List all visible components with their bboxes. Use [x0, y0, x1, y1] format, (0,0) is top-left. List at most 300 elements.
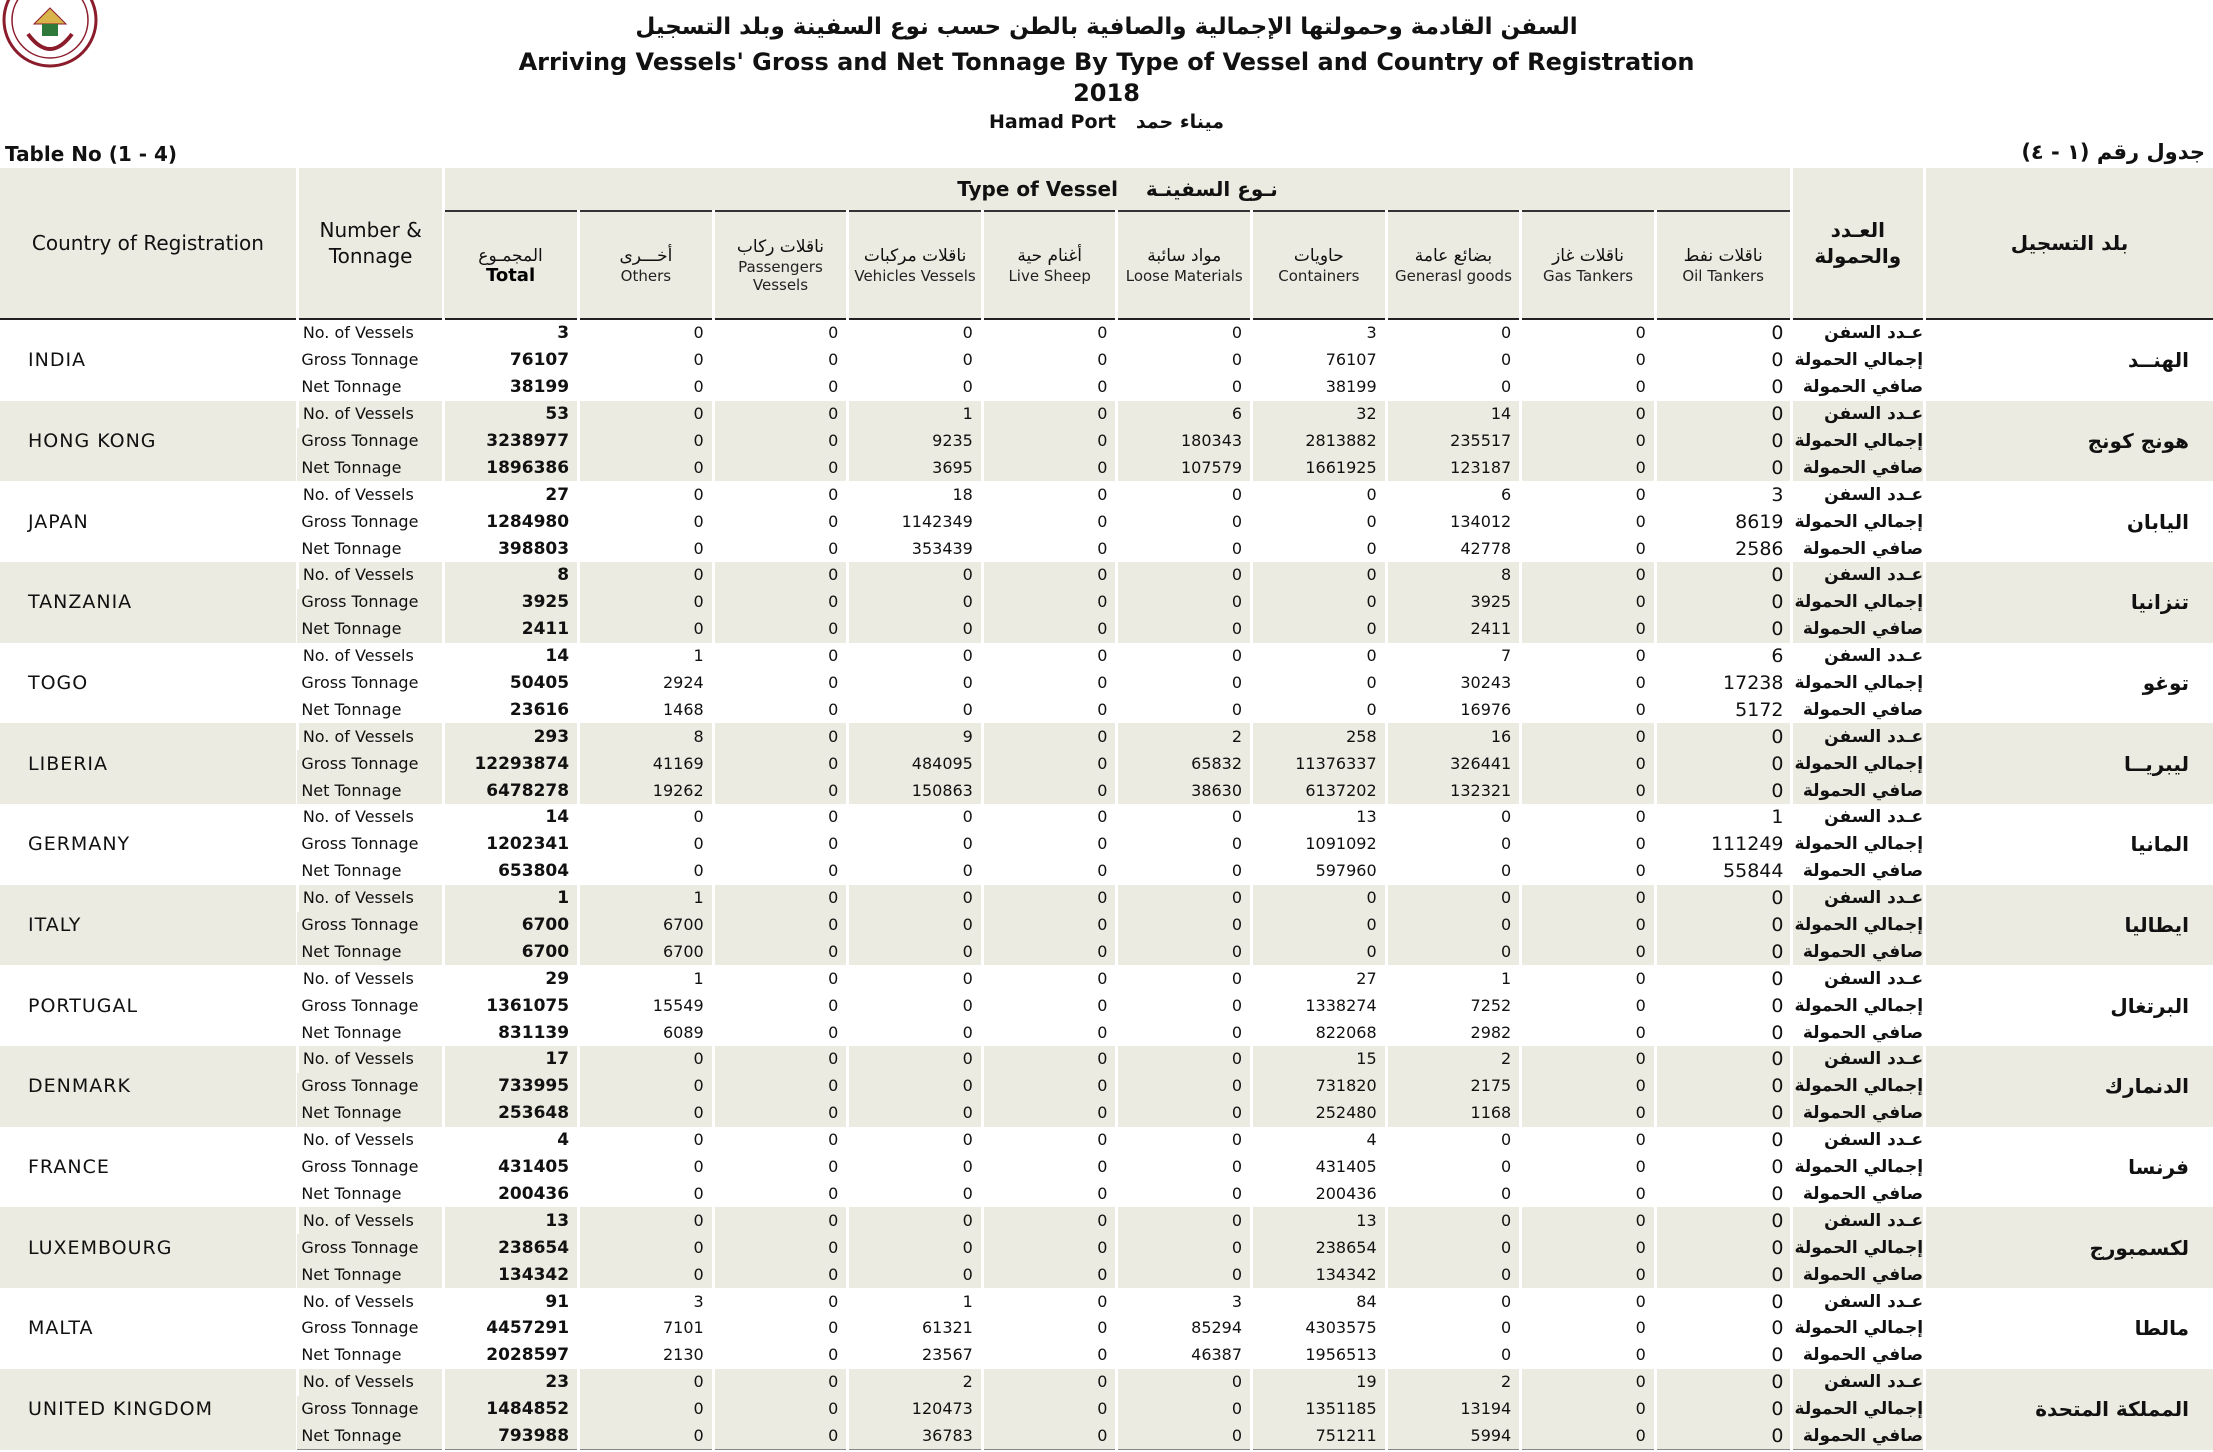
row-label-ar: عـدد السفن [1791, 1207, 1925, 1234]
value-cell: 0 [1521, 1342, 1656, 1369]
value-cell: 0 [848, 562, 983, 589]
value-cell: 0 [579, 1423, 714, 1450]
total-cell: 1 [444, 885, 579, 912]
row-label-en: Gross Tonnage [297, 1396, 444, 1423]
value-cell: 0 [579, 319, 714, 347]
row-label-en: Net Tonnage [297, 1261, 444, 1288]
table-row [0, 1288, 2213, 1315]
value-cell: 0 [982, 777, 1117, 804]
value-cell: 0 [982, 562, 1117, 589]
value-cell: 0 [713, 723, 848, 750]
value-cell: 0 [713, 858, 848, 885]
value-cell: 0 [848, 1073, 983, 1100]
table-row [0, 938, 2213, 965]
table-row [0, 858, 2213, 885]
total-cell: 200436 [444, 1181, 579, 1208]
value-cell: 0 [1521, 562, 1656, 589]
value-cell: 0 [982, 616, 1117, 643]
value-cell: 0 [982, 1342, 1117, 1369]
total-cell: 91 [444, 1288, 579, 1315]
row-label-ar: إجمالي الحمولة [1791, 992, 1925, 1019]
value-cell: 0 [848, 319, 983, 347]
value-cell: 0 [1252, 508, 1387, 535]
table-row [0, 885, 2213, 912]
value-cell: 0 [1521, 1154, 1656, 1181]
header-oil-ar: ناقلات نفط [1683, 246, 1763, 266]
total-cell: 17 [444, 1046, 579, 1073]
value-cell: 0 [848, 616, 983, 643]
row-label-en: Net Tonnage [297, 938, 444, 965]
row-label-ar: إجمالي الحمولة [1791, 1396, 1925, 1423]
value-cell: 0 [982, 319, 1117, 347]
value-cell: 0 [579, 454, 714, 481]
row-label-en: Gross Tonnage [297, 912, 444, 939]
country-name-ar: الهنــد [1925, 319, 2213, 401]
oil-tankers-cell: 0 [1655, 401, 1791, 428]
total-cell: 53 [444, 401, 579, 428]
value-cell: 36783 [848, 1423, 983, 1450]
header-country-en: Country of Registration [0, 168, 297, 319]
row-label-en: No. of Vessels [297, 1127, 444, 1154]
oil-tankers-cell: 6 [1655, 643, 1791, 670]
value-cell: 0 [982, 1207, 1117, 1234]
value-cell: 731820 [1252, 1073, 1387, 1100]
value-cell: 7101 [579, 1315, 714, 1342]
table-row [0, 1396, 2213, 1423]
value-cell: 0 [982, 1288, 1117, 1315]
value-cell: 13 [1252, 804, 1387, 831]
value-cell: 3 [579, 1288, 714, 1315]
value-cell: 258 [1252, 723, 1387, 750]
vessels-table [0, 168, 2213, 1450]
value-cell: 0 [848, 643, 983, 670]
value-cell: 2130 [579, 1342, 714, 1369]
value-cell: 0 [713, 1315, 848, 1342]
total-cell: 238654 [444, 1234, 579, 1261]
value-cell: 0 [713, 589, 848, 616]
row-label-en: Net Tonnage [297, 1423, 444, 1450]
value-cell: 0 [982, 965, 1117, 992]
title-arabic: السفن القادمة وحمولتها الإجمالية والصافية بالطن حسب نوع السفينة وبلد التسجيل [635, 14, 1578, 40]
row-label-ar: إجمالي الحمولة [1791, 912, 1925, 939]
value-cell: 0 [1386, 374, 1521, 401]
table-row [0, 481, 2213, 508]
value-cell: 353439 [848, 535, 983, 562]
value-cell: 0 [579, 589, 714, 616]
table-row [0, 1207, 2213, 1234]
oil-tankers-cell: 0 [1655, 1073, 1791, 1100]
total-cell: 793988 [444, 1423, 579, 1450]
value-cell: 85294 [1117, 1315, 1252, 1342]
value-cell: 13194 [1386, 1396, 1521, 1423]
value-cell: 0 [848, 858, 983, 885]
header-passengers-en-2: Vessels [752, 276, 809, 294]
row-label-ar: عـدد السفن [1791, 1046, 1925, 1073]
value-cell: 0 [848, 1019, 983, 1046]
table-row [0, 696, 2213, 723]
header-others-en: Others [620, 267, 672, 285]
value-cell: 0 [1117, 885, 1252, 912]
value-cell: 27 [1252, 965, 1387, 992]
row-label-ar: عـدد السفن [1791, 965, 1925, 992]
value-cell: 0 [1117, 670, 1252, 697]
row-label-en: Gross Tonnage [301, 995, 419, 1015]
row-label-ar: إجمالي الحمولة [1791, 1073, 1925, 1100]
value-cell: 0 [713, 347, 848, 374]
value-cell: 0 [848, 696, 983, 723]
value-cell: 0 [1117, 912, 1252, 939]
value-cell: 0 [1117, 374, 1252, 401]
value-cell: 0 [848, 1234, 983, 1261]
value-cell: 0 [982, 1073, 1117, 1100]
value-cell: 0 [1521, 912, 1656, 939]
table-row [0, 562, 2213, 589]
value-cell: 1091092 [1252, 831, 1387, 858]
value-cell: 0 [1521, 1127, 1656, 1154]
value-cell: 0 [982, 912, 1117, 939]
table-row [0, 319, 2213, 347]
value-cell: 0 [713, 1073, 848, 1100]
value-cell: 0 [1521, 1423, 1656, 1450]
value-cell: 0 [579, 1127, 714, 1154]
row-label-en: No. of Vessels [297, 481, 444, 508]
value-cell: 0 [1521, 777, 1656, 804]
value-cell: 0 [1386, 885, 1521, 912]
row-label-ar: عـدد السفن [1791, 1288, 1925, 1315]
value-cell: 0 [713, 696, 848, 723]
value-cell: 0 [1521, 723, 1656, 750]
table-row [0, 723, 2213, 750]
header-containers-en: Containers [1278, 267, 1360, 285]
value-cell: 7 [1386, 643, 1521, 670]
value-cell: 46387 [1117, 1342, 1252, 1369]
value-cell: 0 [1252, 562, 1387, 589]
value-cell: 431405 [1252, 1154, 1387, 1181]
value-cell: 822068 [1252, 1019, 1387, 1046]
value-cell: 0 [982, 589, 1117, 616]
value-cell: 0 [1521, 401, 1656, 428]
value-cell: 38630 [1117, 777, 1252, 804]
value-cell: 0 [1117, 1234, 1252, 1261]
oil-tankers-cell: 0 [1655, 992, 1791, 1019]
value-cell: 2813882 [1252, 428, 1387, 455]
total-cell: 1484852 [444, 1396, 579, 1423]
value-cell: 0 [982, 1315, 1117, 1342]
value-cell: 13 [1252, 1207, 1387, 1234]
total-cell: 653804 [444, 858, 579, 885]
value-cell: 0 [982, 723, 1117, 750]
value-cell: 0 [1521, 535, 1656, 562]
value-cell: 0 [713, 750, 848, 777]
port-english: Hamad Port [988, 111, 1116, 133]
row-label-ar: إجمالي الحمولة [1791, 831, 1925, 858]
row-label-en: Gross Tonnage [301, 1318, 419, 1338]
value-cell: 0 [1386, 912, 1521, 939]
value-cell: 0 [1521, 1019, 1656, 1046]
header-containers-ar: حاويات [1293, 246, 1344, 266]
value-cell: 0 [848, 1261, 983, 1288]
value-cell: 0 [1117, 1019, 1252, 1046]
value-cell: 1168 [1386, 1100, 1521, 1127]
row-label-ar: عـدد السفن [1791, 481, 1925, 508]
total-cell: 14 [444, 643, 579, 670]
value-cell: 0 [982, 535, 1117, 562]
value-cell: 0 [1521, 1369, 1656, 1396]
row-label-ar: عـدد السفن [1791, 804, 1925, 831]
value-cell: 11376337 [1252, 750, 1387, 777]
table-row [0, 1181, 2213, 1208]
value-cell: 0 [982, 1396, 1117, 1423]
country-name-en: HONG KONG [0, 401, 297, 482]
value-cell: 0 [713, 643, 848, 670]
header-general-goods [1386, 211, 1521, 319]
table-row [0, 1127, 2213, 1154]
port-arabic: ميناء حمد [1135, 111, 1224, 133]
country-name-ar: الدنمارك [1925, 1046, 2213, 1127]
value-cell: 0 [1521, 1073, 1656, 1100]
total-cell: 13 [444, 1207, 579, 1234]
value-cell: 0 [1386, 319, 1521, 347]
value-cell: 0 [713, 1207, 848, 1234]
value-cell: 751211 [1252, 1423, 1387, 1450]
country-name-en: MALTA [28, 1317, 94, 1340]
value-cell: 0 [982, 1369, 1117, 1396]
value-cell: 0 [713, 912, 848, 939]
oil-tankers-cell: 0 [1655, 1288, 1791, 1315]
header-passengers-ar: ناقلات ركاب [736, 237, 824, 257]
country-name-ar: هونج كونج [1925, 401, 2213, 482]
value-cell: 0 [848, 992, 983, 1019]
value-cell: 0 [1386, 1154, 1521, 1181]
value-cell: 0 [1386, 804, 1521, 831]
value-cell: 0 [982, 1261, 1117, 1288]
value-cell: 18 [848, 481, 983, 508]
row-label-en: No. of Vessels [297, 1207, 444, 1234]
value-cell: 2 [1386, 1046, 1521, 1073]
value-cell: 0 [713, 965, 848, 992]
oil-tankers-cell: 0 [1655, 562, 1791, 589]
value-cell: 0 [1252, 481, 1387, 508]
value-cell: 0 [982, 401, 1117, 428]
value-cell: 19262 [579, 777, 714, 804]
value-cell: 0 [1521, 508, 1656, 535]
total-cell: 1202341 [444, 831, 579, 858]
value-cell: 0 [1117, 938, 1252, 965]
value-cell: 0 [848, 1100, 983, 1127]
value-cell: 0 [848, 347, 983, 374]
table-row [0, 401, 2213, 428]
value-cell: 8 [579, 723, 714, 750]
row-label-ar: صافي الحمولة [1791, 535, 1925, 562]
title-english: Arriving Vessels' Gross and Net Tonnage By Type of Vessel and Country of Registration [518, 48, 1695, 76]
oil-tankers-cell: 0 [1655, 723, 1791, 750]
value-cell: 0 [848, 1127, 983, 1154]
row-label-ar: عـدد السفن [1791, 319, 1925, 347]
value-cell: 0 [1252, 616, 1387, 643]
value-cell: 0 [1386, 858, 1521, 885]
value-cell: 0 [579, 831, 714, 858]
value-cell: 238654 [1252, 1234, 1387, 1261]
oil-tankers-cell: 0 [1655, 1127, 1791, 1154]
value-cell: 0 [1521, 347, 1656, 374]
value-cell: 0 [579, 858, 714, 885]
row-label-en: Net Tonnage [301, 1022, 402, 1042]
value-cell: 0 [1521, 1261, 1656, 1288]
oil-tankers-cell: 0 [1655, 428, 1791, 455]
row-label-ar: إجمالي الحمولة [1791, 428, 1925, 455]
value-cell: 0 [1521, 428, 1656, 455]
value-cell: 2 [1117, 723, 1252, 750]
total-cell: 733995 [444, 1073, 579, 1100]
value-cell: 0 [1521, 1100, 1656, 1127]
value-cell: 6089 [579, 1019, 714, 1046]
header-general-ar: بضائع عامة [1414, 246, 1493, 266]
header-loose-en: Loose Materials [1125, 267, 1243, 285]
table-row [0, 1234, 2213, 1261]
total-cell: 253648 [444, 1100, 579, 1127]
value-cell: 65832 [1117, 750, 1252, 777]
table-row [0, 643, 2213, 670]
value-cell: 2982 [1386, 1019, 1521, 1046]
value-cell: 0 [982, 1181, 1117, 1208]
oil-tankers-cell: 2586 [1655, 535, 1791, 562]
value-cell: 0 [1117, 992, 1252, 1019]
total-cell: 2411 [444, 616, 579, 643]
oil-tankers-cell: 0 [1655, 319, 1791, 347]
total-cell: 2028597 [444, 1342, 579, 1369]
row-label-en: Gross Tonnage [297, 750, 444, 777]
value-cell: 1661925 [1252, 454, 1387, 481]
value-cell: 0 [982, 454, 1117, 481]
value-cell: 0 [982, 643, 1117, 670]
header-number-tonnage-ar-1: العـدد [1830, 218, 1885, 242]
total-cell: 8 [444, 562, 579, 589]
value-cell: 0 [1117, 1396, 1252, 1423]
row-label-ar: صافي الحمولة [1791, 374, 1925, 401]
row-label-ar: إجمالي الحمولة [1791, 670, 1925, 697]
table-row [0, 374, 2213, 401]
value-cell: 6 [1386, 481, 1521, 508]
row-label-en: Gross Tonnage [297, 428, 444, 455]
type-of-vessel-ar: نـوع السفينـة [1145, 177, 1278, 201]
value-cell: 0 [1386, 1127, 1521, 1154]
value-cell: 0 [982, 1100, 1117, 1127]
table-row [0, 1342, 2213, 1369]
row-label-en: Net Tonnage [301, 538, 402, 558]
row-label-en: No. of Vessels [297, 1288, 444, 1315]
country-name-en: JAPAN [28, 510, 89, 533]
row-label-ar: إجمالي الحمولة [1791, 1154, 1925, 1181]
value-cell: 0 [1117, 1127, 1252, 1154]
oil-tankers-cell: 0 [1655, 777, 1791, 804]
row-label-en: No. of Vessels [297, 723, 444, 750]
value-cell: 0 [713, 374, 848, 401]
value-cell: 2175 [1386, 1073, 1521, 1100]
value-cell: 0 [1117, 643, 1252, 670]
oil-tankers-cell: 0 [1655, 1207, 1791, 1234]
oil-tankers-cell: 0 [1655, 1019, 1791, 1046]
value-cell: 0 [1117, 319, 1252, 347]
value-cell: 0 [713, 777, 848, 804]
value-cell: 0 [579, 1261, 714, 1288]
total-cell: 23 [444, 1369, 579, 1396]
value-cell: 0 [1117, 1046, 1252, 1073]
value-cell: 0 [713, 804, 848, 831]
total-cell: 6700 [444, 912, 579, 939]
value-cell: 0 [713, 1127, 848, 1154]
table-number-english: Table No (1 - 4) [5, 142, 178, 166]
value-cell: 0 [982, 885, 1117, 912]
value-cell: 123187 [1386, 454, 1521, 481]
value-cell: 0 [713, 454, 848, 481]
value-cell: 0 [982, 1019, 1117, 1046]
value-cell: 0 [713, 1261, 848, 1288]
value-cell: 0 [1521, 750, 1656, 777]
country-name-ar: فرنسا [1925, 1127, 2213, 1208]
total-cell: 3925 [444, 589, 579, 616]
value-cell: 0 [982, 696, 1117, 723]
value-cell: 3695 [848, 454, 983, 481]
total-cell: 23616 [444, 696, 579, 723]
value-cell: 16 [1386, 723, 1521, 750]
value-cell: 0 [982, 992, 1117, 1019]
value-cell: 0 [579, 428, 714, 455]
value-cell: 4 [1252, 1127, 1387, 1154]
value-cell: 0 [1117, 1181, 1252, 1208]
value-cell: 7252 [1386, 992, 1521, 1019]
value-cell: 4303575 [1252, 1315, 1387, 1342]
value-cell: 38199 [1252, 374, 1387, 401]
oil-tankers-cell: 0 [1655, 1046, 1791, 1073]
value-cell: 32 [1252, 401, 1387, 428]
table-row [0, 347, 2213, 374]
value-cell: 0 [1252, 696, 1387, 723]
value-cell: 0 [713, 481, 848, 508]
value-cell: 134342 [1252, 1261, 1387, 1288]
value-cell: 0 [579, 347, 714, 374]
value-cell: 1468 [579, 696, 714, 723]
table-row [0, 1154, 2213, 1181]
total-cell: 12293874 [444, 750, 579, 777]
value-cell: 326441 [1386, 750, 1521, 777]
row-label-ar: صافي الحمولة [1791, 938, 1925, 965]
row-label-en: Gross Tonnage [301, 673, 419, 693]
value-cell: 0 [1521, 481, 1656, 508]
value-cell: 597960 [1252, 858, 1387, 885]
value-cell: 41169 [579, 750, 714, 777]
oil-tankers-cell: 0 [1655, 374, 1791, 401]
country-name-ar: ايطاليا [1925, 885, 2213, 966]
header-vehicles [848, 211, 983, 319]
value-cell: 0 [1117, 508, 1252, 535]
value-cell: 0 [1521, 589, 1656, 616]
value-cell: 0 [1386, 1207, 1521, 1234]
value-cell: 0 [1521, 696, 1656, 723]
value-cell: 0 [713, 535, 848, 562]
title-year: 2018 [1073, 79, 1140, 107]
value-cell: 2 [848, 1369, 983, 1396]
value-cell: 3925 [1386, 589, 1521, 616]
total-cell: 1896386 [444, 454, 579, 481]
table-body [0, 319, 2213, 1450]
header-gas-tankers [1521, 211, 1656, 319]
value-cell: 0 [982, 1154, 1117, 1181]
header-total-en: Total [485, 265, 536, 286]
value-cell: 76107 [1252, 347, 1387, 374]
country-name-en: GERMANY [28, 833, 131, 856]
row-label-en: Gross Tonnage [297, 1234, 444, 1261]
value-cell: 0 [848, 938, 983, 965]
